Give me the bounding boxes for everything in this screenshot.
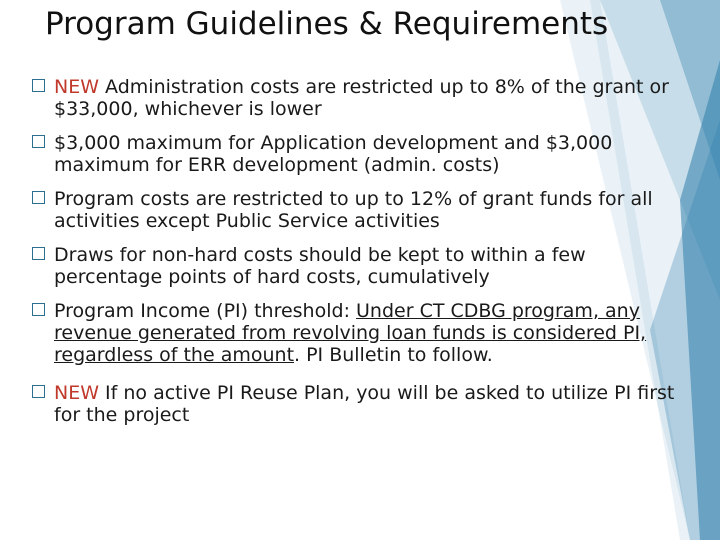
checkbox-bullet-icon: [32, 303, 45, 316]
checkbox-bullet-icon: [32, 79, 45, 92]
bullet-text: Administration costs are restricted up to 8% of the grant or $33,000, whichever is lower: [54, 76, 669, 120]
list-item: [32, 244, 697, 288]
list-item: [32, 300, 697, 366]
list-item: [32, 382, 697, 426]
bullet-text: $3,000 maximum for Application development and $3,000 maximum for ERR development (admin. costs): [54, 132, 613, 176]
bullet-text: Program Income (PI) threshold:: [54, 300, 357, 322]
new-label: NEW: [54, 382, 100, 404]
new-label: NEW: [54, 76, 100, 98]
list-item: [32, 132, 697, 176]
bullet-text: . PI Bulletin to follow.: [294, 344, 493, 366]
list-item: [32, 76, 697, 120]
checkbox-bullet-icon: [32, 191, 45, 204]
checkbox-bullet-icon: [32, 135, 45, 148]
bullet-underlined-text: Under CT CDBG program, any revenue generated from revolving loan funds is considered PI, regardless of the amount: [54, 300, 647, 366]
bullet-text: Program costs are restricted to up to 12% of grant funds for all activities except Public Service activities: [54, 188, 653, 232]
list-item: [32, 188, 697, 232]
checkbox-bullet-icon: [32, 247, 45, 260]
bullet-text: Draws for non-hard costs should be kept to within a few percentage points of hard costs, cumulatively: [54, 244, 586, 288]
guidelines-list: [32, 76, 697, 438]
page-title: Program Guidelines & Requirements: [45, 6, 609, 42]
checkbox-bullet-icon: [32, 385, 45, 398]
bullet-text: If no active PI Reuse Plan, you will be asked to utilize PI first for the project: [54, 382, 675, 426]
